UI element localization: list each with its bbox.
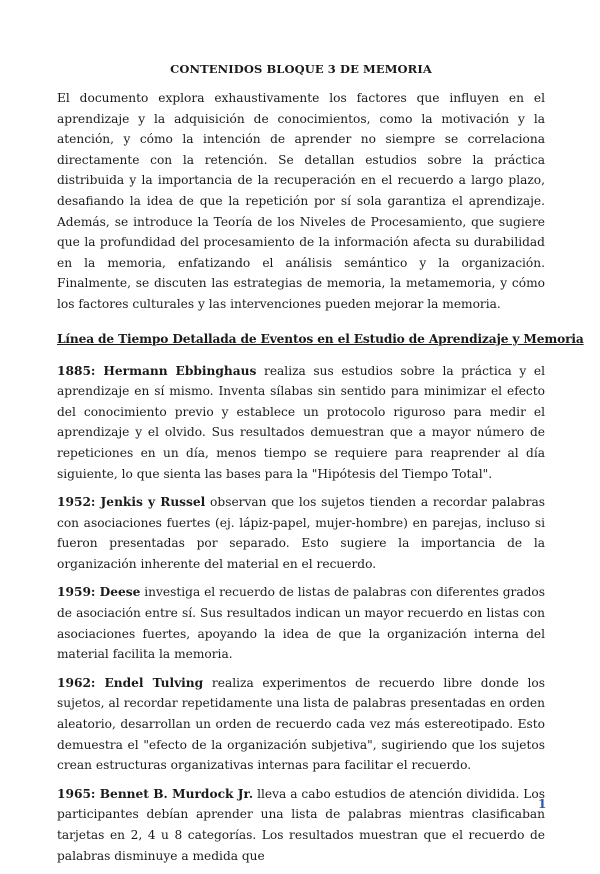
entry-lead: 1952: Jenkis y Russel [57,495,206,510]
intro-paragraph: El documento explora exhaustivamente los factores que influyen en el aprendizaje y la adquisición de conocimientos, como la motivación y la atención, y cómo la intención de aprender no siempre se correlaciona directamente con la retención. Se detallan estudios sobre la práctica distribuida y la importancia de la recuperación en el recuerdo a largo plazo, desafiando la idea de que la repetición por sí sola garantiza el aprendizaje. Además, se introduce la Teoría de los Niveles de Procesamiento, que sugiere que la profundidad del procesamiento de la información afecta su durabilidad en la memoria, enfatizando el análisis semántico y la organización. Finalmente, se discuten las estrategias de memoria, la metamemoria, y cómo los factores culturales y las intervenciones pueden mejorar la memoria. [57,91,545,311]
document-title: CONTENIDOS BLOQUE 3 DE MEMORIA [170,62,432,76]
timeline-entry-1959 [57,582,545,664]
entry-lead: 1962: Endel Tulving [57,675,204,690]
entry-text: realiza experimentos de recuerdo libre donde los sujetos, al recordar repetidamente una lista de palabras presentadas en orden aleatorio, desarrollan un orden de recuerdo cada vez más estereotipado. Esto demuestra el "efecto de la organización subjetiva", sugiriendo que los sujetos crean estructuras organizativas internas para facilitar el recuerdo. [57,675,546,773]
timeline-entry-1962 [57,673,545,776]
entry-text: investiga el recuerdo de listas de palabras con diferentes grados de asociación entre sí. Sus resultados indican un mayor recuerdo en listas con asociaciones fuertes, apoyando la idea de que la organización interna del material facilita la memoria. [57,585,546,662]
timeline-entry-1965 [57,784,545,866]
document-page [57,62,584,874]
entry-lead: 1959: Deese [57,585,141,600]
timeline-heading: Línea de Tiempo Detallada de Eventos en el Estudio de Aprendizaje y Memoria [57,331,584,346]
entry-lead: 1965: Bennet B. Murdock Jr. [57,786,254,801]
timeline-entry-1885 [57,361,545,485]
entry-text: realiza sus estudios sobre la práctica y el aprendizaje en sí mismo. Inventa sílabas sin sentido para minimizar el efecto del conocimiento previo y establece un protocolo riguroso para medir el aprendizaje y el olvido. Sus resultados demuestran que a mayor número de repeticiones en un día, menos tiempo se requiere para reaprender al día siguiente, lo que sienta las bases para la "Hipótesis del Tiempo Total". [57,363,546,481]
page-number: 1 [538,797,547,811]
entry-text: lleva a cabo estudios de atención dividida. Los participantes debían aprender una lista de palabras mientras clasificaban tarjetas en 2, 4 u 8 categorías. Los resultados muestran que el recuerdo de palabras disminuye a medida que [57,786,545,863]
entry-lead: 1885: Hermann Ebbinghaus [57,363,257,378]
entry-text: observan que los sujetos tienden a recordar palabras con asociaciones fuertes (ej. lápiz-papel, mujer-hombre) en parejas, incluso si fueron presentadas por separado. Esto sugiere la importancia de la organización inherente del material en el recuerdo. [57,495,545,571]
timeline-entry-1952 [57,492,545,574]
